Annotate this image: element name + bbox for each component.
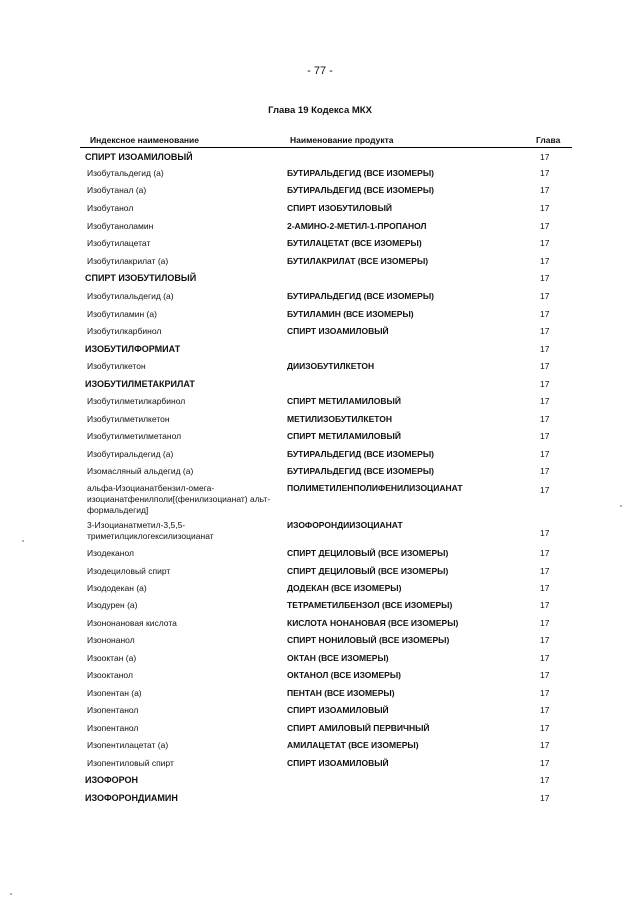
chapter-cell: 17 <box>540 670 550 680</box>
chapter-cell: 17 <box>540 291 550 301</box>
index-name-cell: СПИРТ ИЗОАМИЛОВЫЙ <box>85 152 193 162</box>
product-name-cell: ПОЛИМЕТИЛЕНПОЛИФЕНИЛИЗОЦИАНАТ <box>287 483 463 493</box>
chapter-cell: 17 <box>540 344 550 354</box>
index-name-cell: альфа-Изоцианатбензил-омега-изоцианатфенилполи[(фенилизоцианат) альт-формальдегид] <box>87 483 271 515</box>
index-name-cell: Изобутилальдегид (а) <box>87 291 174 301</box>
product-name-cell: БУТИРАЛЬДЕГИД (ВСЕ ИЗОМЕРЫ) <box>287 449 435 459</box>
index-name-cell: Изобутальдегид (а) <box>87 168 164 178</box>
chapter-cell: 17 <box>540 618 550 628</box>
chapter-cell: 17 <box>540 431 550 441</box>
index-name-cell: Изобутилкарбинол <box>87 326 162 336</box>
index-name-cell: Изобутилметилкарбинол <box>87 396 186 406</box>
index-name-cell: СПИРТ ИЗОБУТИЛОВЫЙ <box>85 273 197 283</box>
product-name-cell: БУТИРАЛЬДЕГИД (ВСЕ ИЗОМЕРЫ) <box>287 466 435 476</box>
product-name-cell: ИЗОФОРОНДИИЗОЦИАНАТ <box>287 520 403 530</box>
chapter-cell: 17 <box>540 600 550 610</box>
product-name-cell: ТЕТРАМЕТИЛБЕНЗОЛ (ВСЕ ИЗОМЕРЫ) <box>287 600 453 610</box>
chapter-cell: 17 <box>540 414 550 424</box>
chapter-cell: 17 <box>540 653 550 663</box>
index-name-cell: Изомасляный альдегид (а) <box>87 466 194 476</box>
chapter-cell: 17 <box>540 361 550 371</box>
product-name-cell: БУТИЛАЦЕТАТ (ВСЕ ИЗОМЕРЫ) <box>287 238 422 248</box>
index-name-cell: Изодурен (а) <box>87 600 138 610</box>
product-name-cell: СПИРТ МЕТИЛАМИЛОВЫЙ <box>287 431 401 441</box>
page-number: - 77 - <box>307 65 333 77</box>
chapter-cell: 17 <box>540 528 550 538</box>
scan-speck <box>10 893 12 895</box>
chapter-cell: 17 <box>540 185 550 195</box>
product-name-cell: БУТИРАЛЬДЕГИД (ВСЕ ИЗОМЕРЫ) <box>287 291 435 301</box>
index-name-cell: Изобутилкетон <box>87 361 146 371</box>
index-name-cell: Изооктанол <box>87 670 133 680</box>
chapter-cell: 17 <box>540 775 550 785</box>
chapter-cell: 17 <box>540 688 550 698</box>
index-name-cell: Изопентиловый спирт <box>87 758 174 768</box>
product-name-cell: БУТИЛАКРИЛАТ (ВСЕ ИЗОМЕРЫ) <box>287 256 429 266</box>
index-name-cell: Изобутилметилметанол <box>87 431 182 441</box>
product-name-cell: ОКТАН (ВСЕ ИЗОМЕРЫ) <box>287 653 389 663</box>
index-name-cell: Изопентанол <box>87 705 139 715</box>
page-title: Глава 19 Кодекса МКХ <box>268 105 372 116</box>
product-name-cell: КИСЛОТА НОНАНОВАЯ (ВСЕ ИЗОМЕРЫ) <box>287 618 459 628</box>
scan-speck <box>620 505 622 507</box>
index-name-cell: Изобутанал (а) <box>87 185 147 195</box>
index-name-cell: Изобутанол <box>87 203 134 213</box>
chapter-cell: 17 <box>540 705 550 715</box>
product-name-cell: 2-АМИНО-2-МЕТИЛ-1-ПРОПАНОЛ <box>287 221 427 231</box>
product-name-cell: АМИЛАЦЕТАТ (ВСЕ ИЗОМЕРЫ) <box>287 740 419 750</box>
index-name-cell: Изобутиламин (а) <box>87 309 157 319</box>
product-name-cell: БУТИЛАМИН (ВСЕ ИЗОМЕРЫ) <box>287 309 414 319</box>
chapter-cell: 17 <box>540 793 550 803</box>
index-name-cell: Изопентилацетат (а) <box>87 740 169 750</box>
product-name-cell: СПИРТ ИЗОАМИЛОВЫЙ <box>287 326 389 336</box>
index-name-cell: ИЗОФОРОН <box>85 775 139 785</box>
index-name-cell: ИЗОФОРОНДИАМИН <box>85 793 178 803</box>
chapter-cell: 17 <box>540 168 550 178</box>
product-name-cell: СПИРТ ДЕЦИЛОВЫЙ (ВСЕ ИЗОМЕРЫ) <box>287 566 449 576</box>
index-name-cell: 3-Изоцианатметил-3,5,5-триметилциклогексилизоцианат <box>87 520 214 541</box>
product-name-cell: БУТИРАЛЬДЕГИД (ВСЕ ИЗОМЕРЫ) <box>287 168 435 178</box>
chapter-cell: 17 <box>540 326 550 336</box>
chapter-cell: 17 <box>540 583 550 593</box>
chapter-cell: 17 <box>540 203 550 213</box>
header-index-name: Индексное наименование <box>90 135 200 145</box>
chapter-cell: 17 <box>540 758 550 768</box>
product-name-cell: ДОДЕКАН (ВСЕ ИЗОМЕРЫ) <box>287 583 402 593</box>
product-name-cell: МЕТИЛИЗОБУТИЛКЕТОН <box>287 414 392 424</box>
scan-speck <box>22 540 24 542</box>
index-name-cell: Изобутилметилкетон <box>87 414 170 424</box>
index-name-cell: Изооктан (а) <box>87 653 137 663</box>
chapter-cell: 17 <box>540 485 550 495</box>
product-name-cell: ДИИЗОБУТИЛКЕТОН <box>287 361 375 371</box>
index-name-cell: ИЗОБУТИЛМЕТАКРИЛАТ <box>85 379 195 389</box>
index-name-cell: Изононановая кислота <box>87 618 177 628</box>
product-name-cell: СПИРТ АМИЛОВЫЙ ПЕРВИЧНЫЙ <box>287 723 430 733</box>
product-name-cell: СПИРТ МЕТИЛАМИЛОВЫЙ <box>287 396 401 406</box>
index-name-cell: Изододекан (а) <box>87 583 147 593</box>
chapter-cell: 17 <box>540 238 550 248</box>
chapter-cell: 17 <box>540 256 550 266</box>
chapter-cell: 17 <box>540 273 550 283</box>
index-name-cell: Изодеканол <box>87 548 134 558</box>
product-name-cell: СПИРТ ИЗОБУТИЛОВЫЙ <box>287 203 393 213</box>
chapter-cell: 17 <box>540 379 550 389</box>
index-name-cell: Изобутилацетат <box>87 238 151 248</box>
index-name-cell: Изобутилакрилат (а) <box>87 256 169 266</box>
chapter-cell: 17 <box>540 740 550 750</box>
chapter-cell: 17 <box>540 309 550 319</box>
chapter-cell: 17 <box>540 152 550 162</box>
product-name-cell: СПИРТ ДЕЦИЛОВЫЙ (ВСЕ ИЗОМЕРЫ) <box>287 548 449 558</box>
chapter-cell: 17 <box>540 548 550 558</box>
chapter-cell: 17 <box>540 449 550 459</box>
index-name-cell: ИЗОБУТИЛФОРМИАТ <box>85 344 181 354</box>
product-name-cell: СПИРТ ИЗОАМИЛОВЫЙ <box>287 758 389 768</box>
product-name-cell: СПИРТ ИЗОАМИЛОВЫЙ <box>287 705 389 715</box>
index-name-cell: Изононанол <box>87 635 135 645</box>
index-name-cell: Изопентан (а) <box>87 688 142 698</box>
chapter-cell: 17 <box>540 221 550 231</box>
chapter-cell: 17 <box>540 723 550 733</box>
index-name-cell: Изобутаноламин <box>87 221 154 231</box>
header-product-name: Наименование продукта <box>290 135 394 145</box>
index-name-cell: Изодециловый спирт <box>87 566 171 576</box>
chapter-cell: 17 <box>540 635 550 645</box>
product-name-cell: ПЕНТАН (ВСЕ ИЗОМЕРЫ) <box>287 688 395 698</box>
chapter-cell: 17 <box>540 566 550 576</box>
index-name-cell: Изобутиральдегид (а) <box>87 449 174 459</box>
product-name-cell: СПИРТ НОНИЛОВЫЙ (ВСЕ ИЗОМЕРЫ) <box>287 635 450 645</box>
chapter-cell: 17 <box>540 466 550 476</box>
product-name-cell: БУТИРАЛЬДЕГИД (ВСЕ ИЗОМЕРЫ) <box>287 185 435 195</box>
chapter-cell: 17 <box>540 396 550 406</box>
index-name-cell: Изопентанол <box>87 723 139 733</box>
header-chapter: Глава <box>536 135 561 145</box>
product-name-cell: ОКТАНОЛ (ВСЕ ИЗОМЕРЫ) <box>287 670 401 680</box>
